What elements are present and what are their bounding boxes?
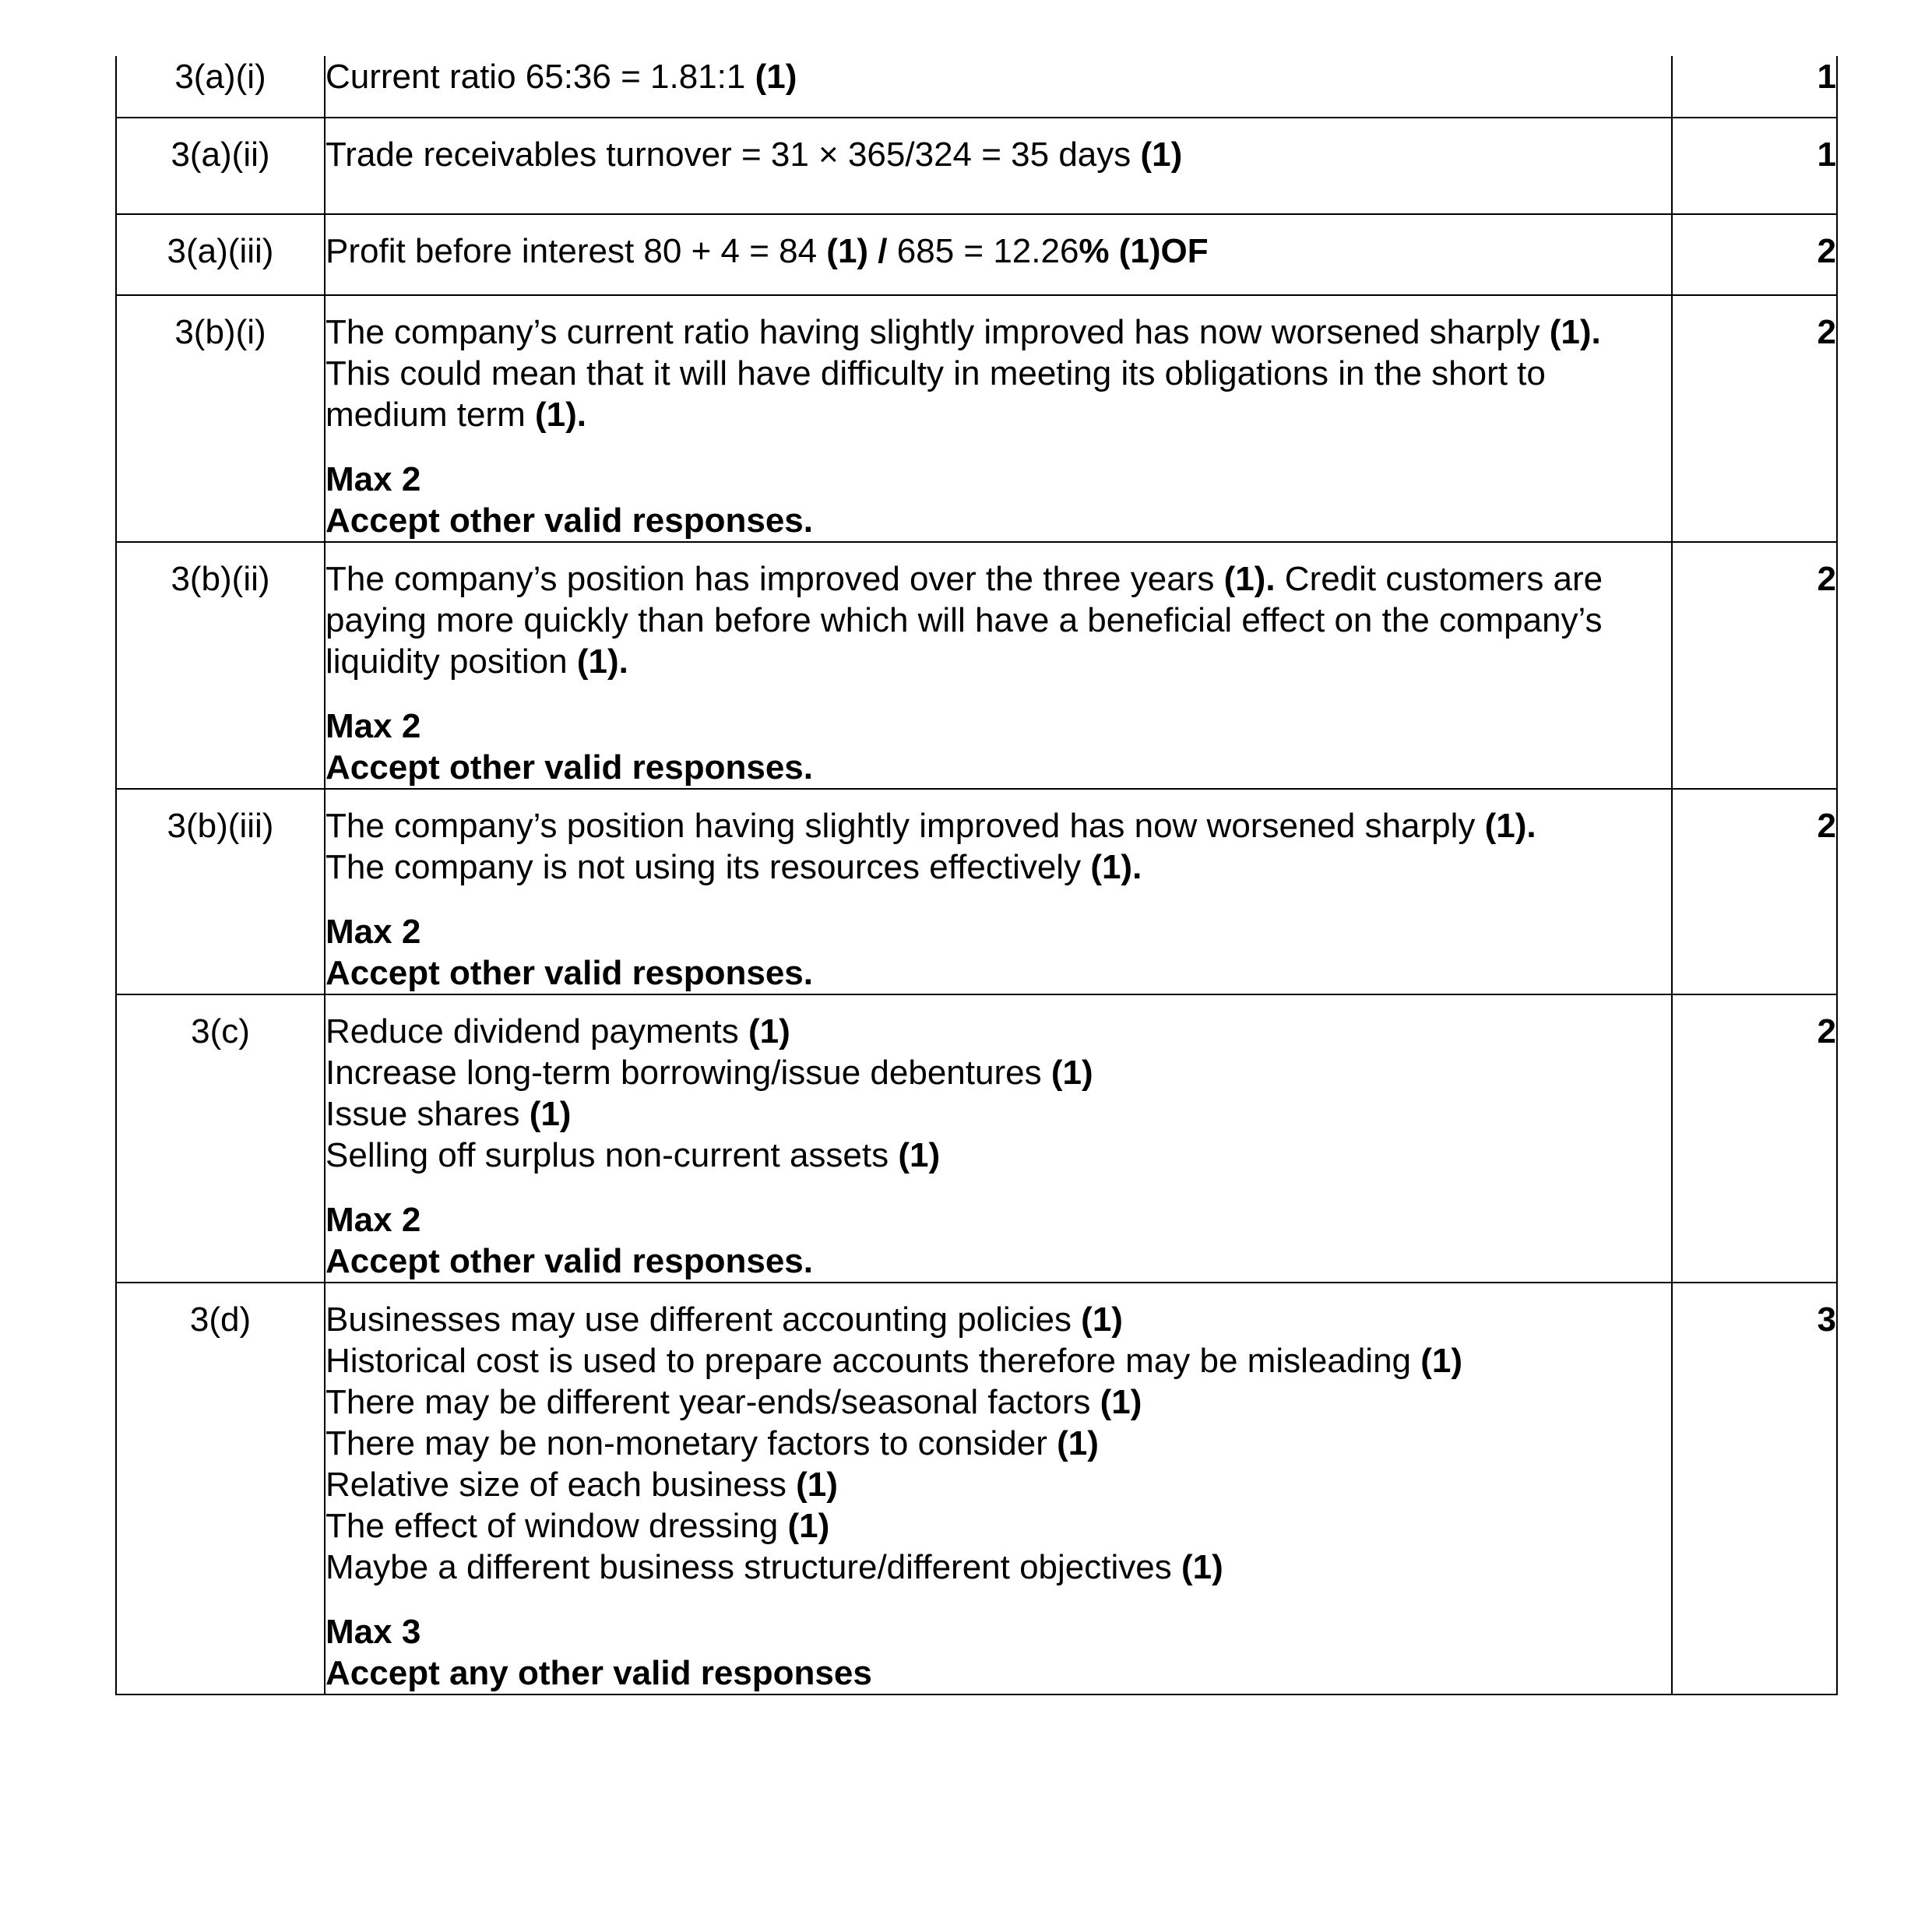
answer-text: The company is not using its resources effectively [326,848,1091,886]
question-number: 3(c) [116,994,325,1283]
marks-cell: 2 [1672,789,1837,994]
max-marks-note: Max 2 [326,707,421,745]
answer-item [326,1135,1671,1176]
answer-item [326,1340,1671,1381]
table-row [116,994,1837,1283]
answer-cell [325,542,1672,789]
answer-text: Historical cost is used to prepare accounts therefore may be misleading [326,1342,1421,1380]
answer-text: Selling off surplus non-current assets [326,1136,899,1174]
answer-text: 685 = 12.26 [887,232,1079,270]
answer-item [326,1547,1671,1588]
question-number: 3(b)(i) [116,295,325,542]
mark-allocation: (1). [534,396,586,434]
table-row [116,56,1837,118]
answer-item [326,1011,1671,1052]
answer-text: Current ratio 65:36 = 1.81:1 [326,58,755,96]
mark-allocation: (1) [1057,1424,1099,1462]
answer-cell [325,118,1672,214]
question-number: 3(a)(i) [116,56,325,118]
table-row [116,214,1837,295]
table-row [116,118,1837,214]
mark-allocation: (1). [1090,848,1142,886]
mark-allocation: (1) [748,1012,790,1050]
marks-cell: 1 [1672,56,1837,118]
table-row [116,789,1837,994]
answer-text: Reduce dividend payments [326,1012,748,1050]
answer-text: The effect of window dressing [326,1507,788,1545]
answer-line [326,846,1671,888]
mark-allocation: (1) / [826,232,888,270]
mark-allocation: (1) [529,1095,572,1133]
table-row [116,1283,1837,1694]
mark-allocation: (1) [755,58,797,96]
table-row [116,542,1837,789]
mark-allocation: (1). [1549,313,1601,351]
mark-allocation: (1) [898,1136,941,1174]
max-marks-note: Max 2 [326,460,421,498]
answer-text: Businesses may use different accounting policies [326,1300,1082,1339]
answer-text: The company’s position has improved over the three years [326,560,1224,598]
question-number: 3(a)(ii) [116,118,325,214]
answer-text: There may be different year-ends/seasonal factors [326,1383,1100,1421]
mark-allocation: (1) [1050,1054,1093,1092]
mark-allocation: (1) [1420,1342,1463,1380]
max-marks-note: Max 3 [326,1613,421,1651]
answer-item [326,1093,1671,1135]
answer-paragraph [326,311,1671,435]
mark-allocation: (1) [787,1507,830,1545]
answer-paragraph [326,558,1671,682]
mark-allocation: (1) [1181,1548,1223,1586]
mark-scheme-table [115,56,1838,1695]
answer-text: The company’s current ratio having slightly improved has now worsened sharply [326,313,1550,351]
mark-allocation: (1). [1223,560,1276,598]
accept-note: Accept other valid responses. [326,748,813,787]
answer-text: Credit customers are paying more quickly than before which will have a beneficial effect on the company’s liquidity position [326,560,1603,681]
question-number: 3(a)(iii) [116,214,325,295]
marks-cell: 2 [1672,994,1837,1283]
marks-cell: 3 [1672,1283,1837,1694]
table-row [116,295,1837,542]
answer-item [326,1381,1671,1423]
marks-cell: 2 [1672,542,1837,789]
answer-cell [325,1283,1672,1694]
answer-item [326,1505,1671,1547]
marks-cell: 1 [1672,118,1837,214]
question-number: 3(b)(iii) [116,789,325,994]
answer-cell [325,994,1672,1283]
answer-text: This could mean that it will have difficulty in meeting its obligations in the short to medium term [326,354,1546,434]
answer-item [326,1052,1671,1093]
max-marks-note: Max 2 [326,913,421,951]
answer-cell [325,214,1672,295]
accept-note: Accept any other valid responses [326,1654,872,1692]
answer-item [326,1423,1671,1464]
mark-allocation: (1) [1100,1383,1142,1421]
answer-text: The company’s position having slightly improved has now worsened sharply [326,807,1485,845]
marks-cell: 2 [1672,214,1837,295]
accept-note: Accept other valid responses. [326,954,813,992]
answer-text: Maybe a different business structure/different objectives [326,1548,1181,1586]
answer-text: Issue shares [326,1095,530,1133]
answer-cell [325,56,1672,118]
mark-allocation: % (1)OF [1079,232,1209,270]
answer-item [326,1464,1671,1505]
accept-note: Accept other valid responses. [326,501,813,540]
answer-cell [325,295,1672,542]
accept-note: Accept other valid responses. [326,1242,813,1280]
mark-allocation: (1) [796,1466,838,1504]
answer-text: There may be non-monetary factors to consider [326,1424,1057,1462]
answer-cell [325,789,1672,994]
mark-allocation: (1) [1140,135,1183,174]
answer-text: Trade receivables turnover = 31 × 365/324 = 35 days [326,135,1141,174]
question-number: 3(b)(ii) [116,542,325,789]
mark-allocation: (1). [1484,807,1536,845]
answer-text: Profit before interest 80 + 4 = 84 [326,232,827,270]
mark-allocation: (1). [576,642,628,681]
marks-cell: 2 [1672,295,1837,542]
max-marks-note: Max 2 [326,1201,421,1239]
question-number: 3(d) [116,1283,325,1694]
answer-text: Relative size of each business [326,1466,797,1504]
answer-text: Increase long-term borrowing/issue debentures [326,1054,1051,1092]
answer-line [326,805,1671,846]
mark-allocation: (1) [1081,1300,1123,1339]
answer-item [326,1299,1671,1340]
